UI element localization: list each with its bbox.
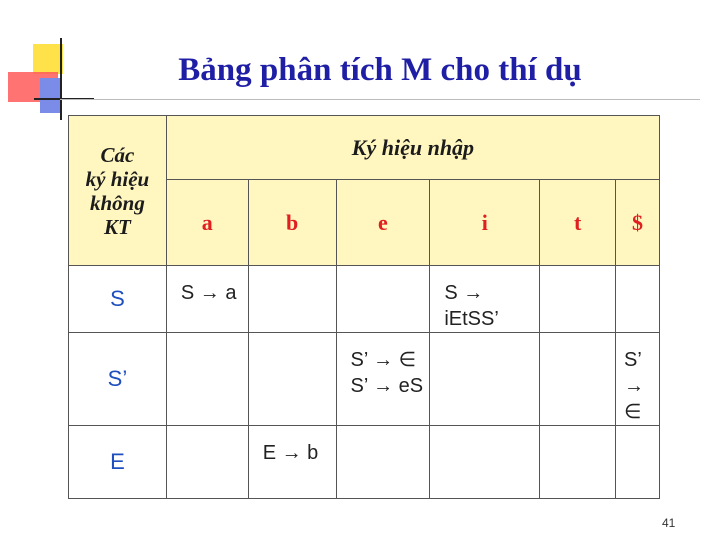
terminal-header: a — [166, 180, 248, 266]
terminal-header: e — [336, 180, 430, 266]
table-cell: S’ → ∈ S’ → eS — [336, 333, 430, 426]
table-cell: E → b — [248, 426, 336, 499]
terminal-header: i — [430, 180, 540, 266]
table-cell — [616, 266, 660, 333]
title-divider — [60, 99, 700, 100]
corner-header-line: KT — [104, 214, 131, 239]
table-row — [69, 266, 660, 333]
parse-table — [68, 115, 660, 499]
table-cell — [540, 266, 616, 333]
nonterminal-label: S — [69, 266, 167, 333]
table-cell: S → a — [166, 266, 248, 333]
terminal-header: b — [248, 180, 336, 266]
terminal-header: t — [540, 180, 616, 266]
corner-header-line: ký hiệu — [85, 166, 150, 191]
table-cell — [336, 266, 430, 333]
table-cell — [248, 333, 336, 426]
table-cell — [540, 333, 616, 426]
table-cell — [616, 426, 660, 499]
nonterminal-label: E — [69, 426, 167, 499]
table-cell — [248, 266, 336, 333]
table-cell — [430, 333, 540, 426]
table-cell: S’ → ∈ — [616, 333, 660, 426]
page-number: 41 — [662, 516, 676, 530]
slide-title: Bảng phân tích M cho thí dụ — [178, 52, 582, 88]
table-cell — [336, 426, 430, 499]
terminal-header: $ — [616, 180, 660, 266]
table-cell — [540, 426, 616, 499]
table-cell — [430, 426, 540, 499]
table-cell: S → iEtSS’ — [430, 266, 540, 333]
corner-header — [69, 116, 167, 266]
table-row — [69, 333, 660, 426]
table-cell — [166, 426, 248, 499]
nonterminal-label: S’ — [69, 333, 167, 426]
input-symbols-header: Ký hiệu nhập — [166, 116, 659, 180]
table-row — [69, 426, 660, 499]
table-cell — [166, 333, 248, 426]
corner-header-line: Các — [100, 142, 135, 167]
corner-header-line: không — [90, 190, 145, 215]
